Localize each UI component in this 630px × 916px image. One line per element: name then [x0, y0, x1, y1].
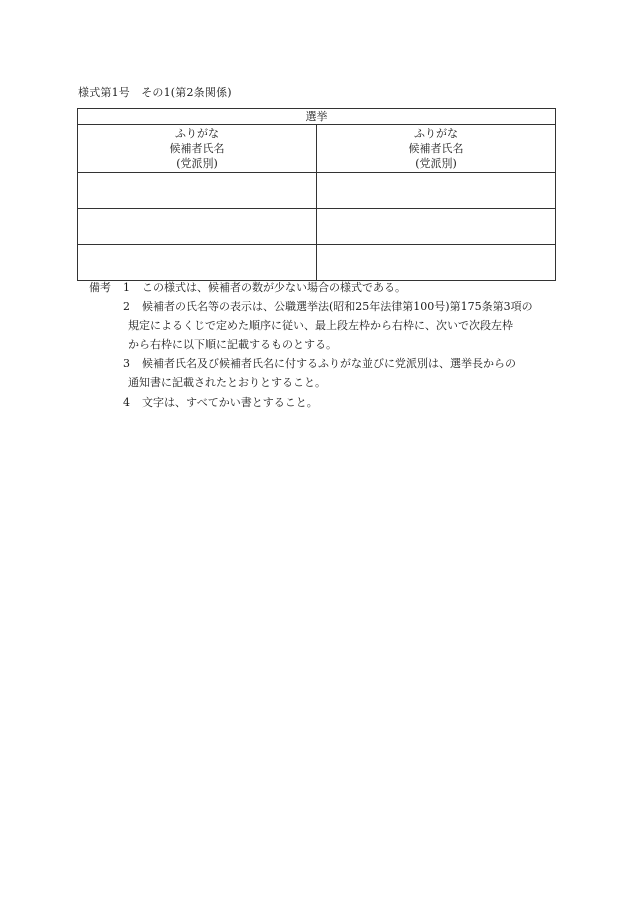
note-line: 規定によるくじで定めた順序に従い、最上段左枠から右枠に、次いで次段左枠: [128, 319, 513, 332]
note-number: 4: [123, 396, 130, 409]
candidate-cell-left: [78, 173, 317, 209]
note-line: 候補者氏名及び候補者氏名に付するふりがな並びに党派別は、選挙長からの: [142, 357, 516, 370]
note-number: 3: [123, 357, 130, 370]
note-line: この様式は、候補者の数が少ない場合の様式である。: [142, 281, 406, 294]
candidate-row: [78, 209, 556, 245]
candidate-row: [78, 245, 556, 281]
ballot-form-table: [77, 108, 556, 281]
candidate-cell-right: [317, 209, 556, 245]
candidate-header-right: [317, 125, 556, 173]
candidate-cell-left: [78, 245, 317, 281]
candidate-cell-left: [78, 209, 317, 245]
furigana-label: ふりがな: [414, 127, 458, 140]
note-line: から右枠に以下順に記載するものとする。: [128, 338, 337, 351]
party-label: (党派別): [176, 157, 218, 170]
note-line: 通知書に記載されたとおりとすること。: [128, 376, 326, 389]
candidate-cell-right: [317, 173, 556, 209]
furigana-label: ふりがな: [175, 127, 219, 140]
note-number: 2: [123, 300, 130, 313]
election-label: 選挙: [78, 109, 556, 125]
notes-heading: 備考: [89, 281, 111, 294]
candidate-row: [78, 173, 556, 209]
form-title: 様式第1号 その1(第2条関係): [78, 86, 232, 99]
note-line: 文字は、すべてかい書とすること。: [142, 396, 318, 409]
candidate-cell-right: [317, 245, 556, 281]
election-row: [78, 109, 556, 125]
candidate-header-row: [78, 125, 556, 173]
note-line: 候補者の氏名等の表示は、公職選挙法(昭和25年法律第100号)第175条第3項の: [142, 300, 533, 313]
candidate-name-label: 候補者氏名: [408, 142, 464, 155]
candidate-header-left: [78, 125, 317, 173]
party-label: (党派別): [415, 157, 457, 170]
candidate-name-label: 候補者氏名: [169, 142, 225, 155]
note-number: 1: [123, 281, 130, 294]
